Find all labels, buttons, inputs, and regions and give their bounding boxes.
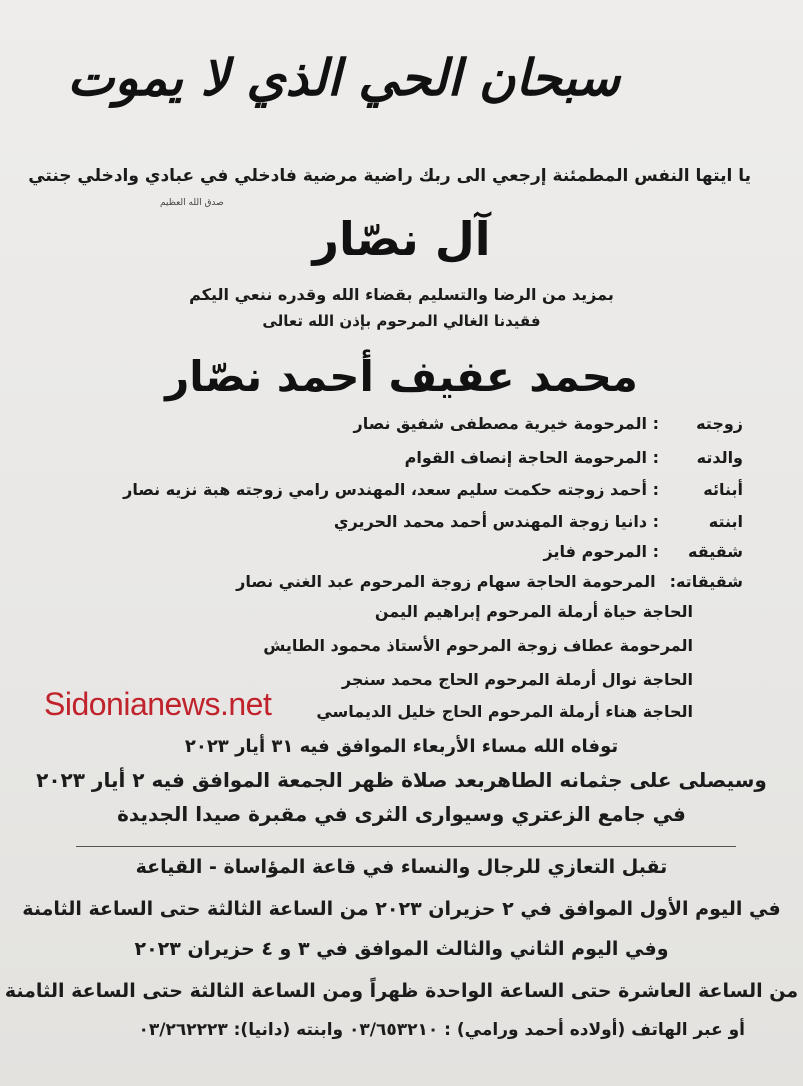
sister-line: الحاجة حياة أرملة المرحوم إبراهيم اليمن (374, 602, 693, 621)
relative-value: : المرحومة خيرية مصطفى شفيق نصار (353, 414, 659, 433)
relative-value: المرحومة الحاجة سهام زوجة المرحوم عبد الغني نصار (236, 572, 656, 591)
relative-row-wife (354, 414, 743, 433)
relative-row-mother (405, 448, 743, 467)
quran-verse: يا ايتها النفس المطمئنة إرجعي الى ربك راضية مرضية فادخلي في عبادي وادخلي جنتي (28, 166, 751, 186)
relative-label: شقيقاته: (669, 572, 743, 591)
relative-label: ابنته (708, 512, 743, 531)
prayer-line: وسيصلى على جثمانه الطاهربعد صلاة ظهر الجمعة الموافق فيه ٢ أيار ٢٠٢٣ (36, 768, 767, 792)
condolences-phone: أو عبر الهاتف (أولاده أحمد ورامي) : ٠٣/٦٥٣٢١٠ وابنته (دانيا): ٠٣/٢٦٢٢٢٣ (138, 1020, 745, 1040)
relative-label: شقيقه (688, 542, 743, 561)
family-name: آل نصّار (312, 212, 491, 266)
relative-value: : المرحوم فايز (543, 542, 659, 561)
calligraphy-header: سبحان الحي الذي لا يموت (67, 48, 620, 107)
condolences-title: تقبل التعازي للرجال والنساء في قاعة المؤاساة - القياعة (135, 856, 668, 878)
condolences-day-2: وفي اليوم الثاني والثالث الموافق في ٣ و ٤ حزيران ٢٠٢٣ (134, 938, 669, 960)
intro-line-1: بمزيد من الرضا والتسليم بقضاء الله وقدره ننعي اليكم (189, 285, 614, 304)
intro-line-2: فقيدنا الغالي المرحوم بإذن الله تعالى (262, 312, 541, 330)
relative-value: : أحمد زوجته حكمت سليم سعد، المهندس رامي زوجته هبة نزيه نصار (123, 480, 659, 499)
relative-label: أبنائه (703, 480, 743, 499)
relative-row-sons (123, 480, 743, 499)
relative-row-brother (544, 542, 743, 561)
watermark: Sidonianews.net (44, 686, 272, 722)
relative-value: : المرحومة الحاجة إنصاف القوام (404, 448, 659, 467)
sister-line: الحاجة نوال أرملة المرحوم الحاج محمد سنجر (341, 670, 693, 689)
sister-line: المرحومة عطاف زوجة المرحوم الأستاذ محمود الطايش (263, 636, 693, 655)
relative-label: والدته (696, 448, 743, 467)
relative-row-sisters (236, 572, 743, 591)
relative-row-daughter (334, 512, 743, 531)
relative-label: زوجته (696, 414, 743, 433)
relative-value: : دانيا زوجة المهندس أحمد محمد الحريري (333, 512, 659, 531)
condolences-day-1: في اليوم الأول الموافق في ٢ حزيران ٢٠٢٣ من الساعة الثالثة حتى الساعة الثامنة (22, 898, 781, 920)
burial-line: في جامع الزعتري وسيوارى الثرى في مقبرة صيدا الجديدة (117, 802, 686, 826)
deceased-name: محمد عفيف أحمد نصّار (165, 352, 638, 401)
sister-line: الحاجة هناء أرملة المرحوم الحاج خليل الديماسي (316, 702, 693, 721)
divider (76, 846, 736, 847)
death-line: توفاه الله مساء الأربعاء الموافق فيه ٣١ أيار ٢٠٢٣ (184, 736, 619, 757)
condolences-hours: من الساعة العاشرة حتى الساعة الواحدة ظهراً ومن الساعة الثالثة حتى الساعة الثامنة (4, 980, 799, 1002)
verse-attribution: صدق الله العظيم (160, 198, 224, 208)
